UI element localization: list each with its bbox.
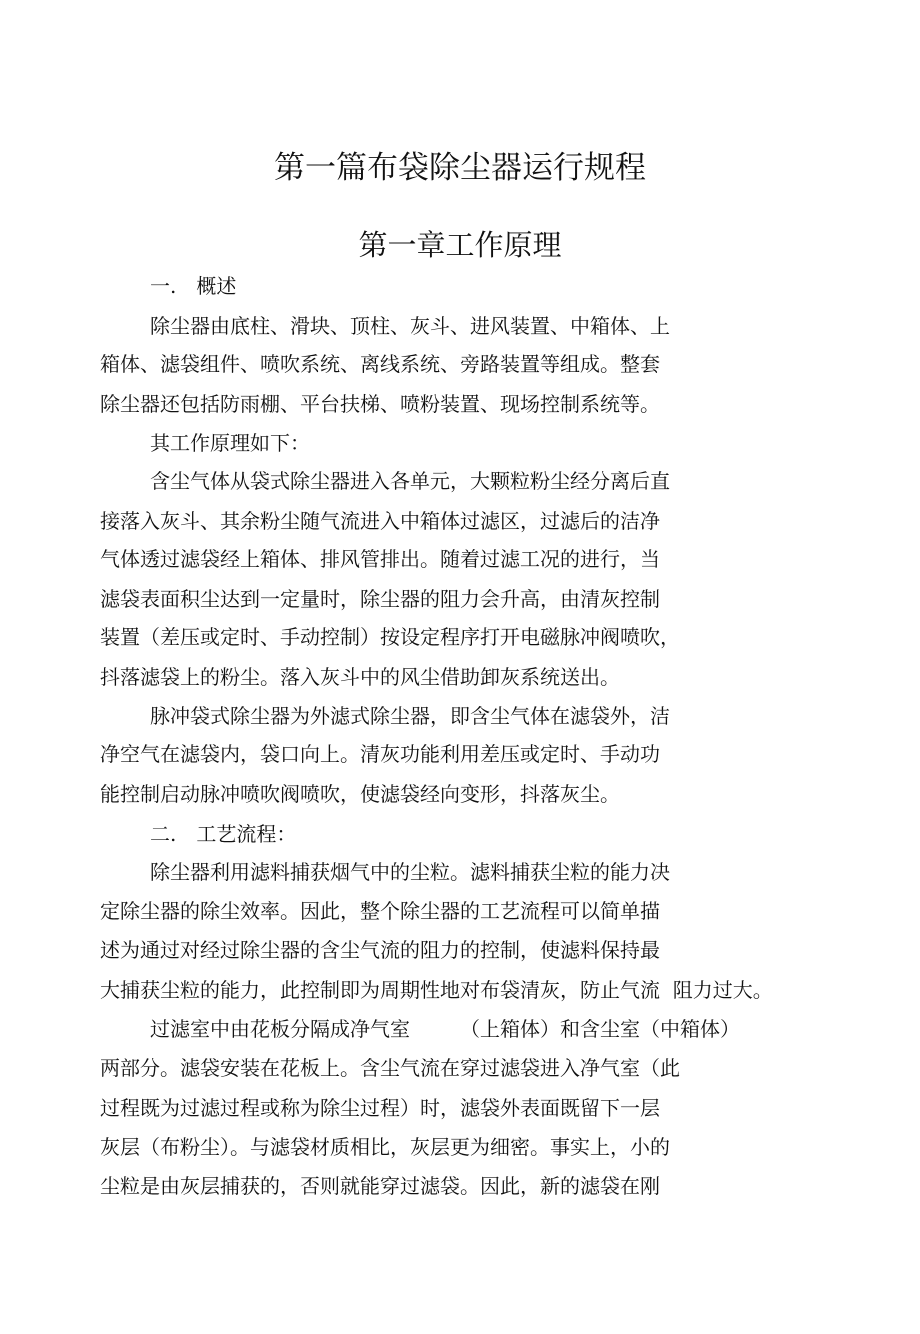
paragraph-line: 除尘器还包括防雨棚、平台扶梯、喷粉装置、现场控制系统等。 xyxy=(100,392,660,416)
paragraph-line: 净空气在滤袋内，袋口向上。清灰功能利用差压或定时、手动功 xyxy=(100,742,660,766)
document-title: 第一篇布袋除尘器运行规程 xyxy=(274,150,646,186)
chapter-heading: 第一章工作原理 xyxy=(358,228,562,262)
paragraph-line: 接落入灰斗、其余粉尘随气流进入中箱体过滤区，过滤后的洁净 xyxy=(100,509,660,533)
paragraph-line: 气体透过滤袋经上箱体、排风管排出。随着过滤工况的进行，当 xyxy=(100,547,660,571)
paragraph-line: 述为通过对经过除尘器的含尘气流的阻力的控制，使滤料保持最 xyxy=(100,938,660,962)
paragraph-line: 抖落滤袋上的粉尘。落入灰斗中的风尘借助卸灰系统送出。 xyxy=(100,665,620,689)
paragraph-line: 其工作原理如下： xyxy=(150,431,310,455)
paragraph-line: 滤袋表面积尘达到一定量时，除尘器的阻力会升高，由清灰控制 xyxy=(100,587,660,611)
paragraph-line: 大捕获尘粒的能力，此控制即为周期性地对布袋清灰，防止气流 阻力过大。 xyxy=(100,978,773,1002)
section-heading-process: 二. 工艺流程： xyxy=(150,822,297,846)
paragraph-line: 除尘器由底柱、滑块、顶柱、灰斗、进风装置、中箱体、上 xyxy=(150,314,670,338)
paragraph-line: 箱体、滤袋组件、喷吹系统、离线系统、旁路装置等组成。整套 xyxy=(100,352,660,376)
paragraph-line: 脉冲袋式除尘器为外滤式除尘器，即含尘气体在滤袋外，洁 xyxy=(150,704,670,728)
paragraph-line: 装置（差压或定时、手动控制）按设定程序打开电磁脉冲阀喷吹， xyxy=(100,625,680,649)
paragraph-line: 能控制启动脉冲喷吹阀喷吹，使滤袋经向变形，抖落灰尘。 xyxy=(100,782,620,806)
paragraph-line: 灰层（布粉尘）。与滤袋材质相比，灰层更为细密。事实上，小的 xyxy=(100,1135,670,1159)
paragraph-line: 尘粒是由灰层捕获的，否则就能穿过滤袋。因此，新的滤袋在刚 xyxy=(100,1174,660,1198)
paragraph-line: 过滤室中由花板分隔成净气室 （上箱体）和含尘室（中箱体） xyxy=(150,1017,740,1041)
paragraph-line: 定除尘器的除尘效率。因此，整个除尘器的工艺流程可以简单描 xyxy=(100,899,660,923)
paragraph-line: 含尘气体从袋式除尘器进入各单元，大颗粒粉尘经分离后直 xyxy=(150,469,670,493)
paragraph-line: 两部分。滤袋安装在花板上。含尘气流在穿过滤袋进入净气室（此 xyxy=(100,1056,680,1080)
paragraph-line: 过程既为过滤过程或称为除尘过程）时，滤袋外表面既留下一层 xyxy=(100,1096,660,1120)
section-heading-overview: 一. 概述 xyxy=(150,274,237,298)
paragraph-line: 除尘器利用滤料捕获烟气中的尘粒。滤料捕获尘粒的能力决 xyxy=(150,860,670,884)
